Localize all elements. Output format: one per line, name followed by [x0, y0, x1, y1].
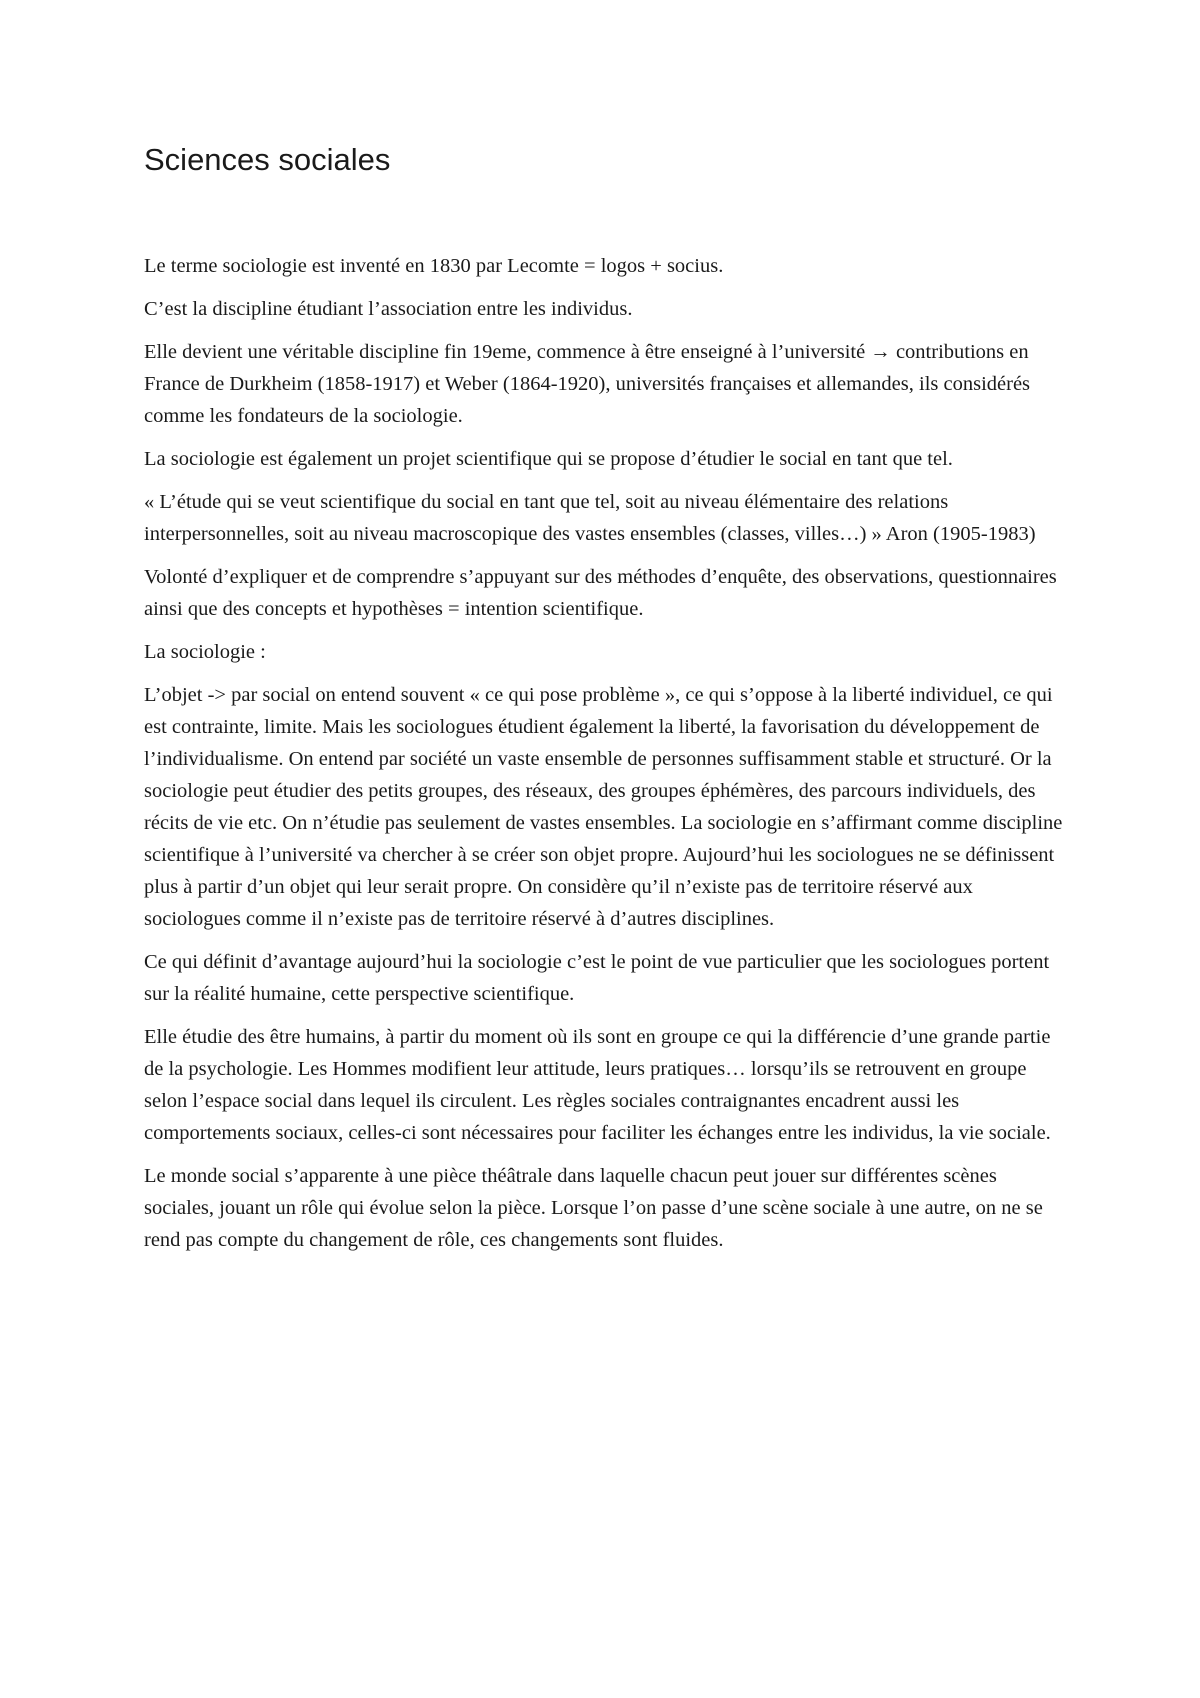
- document-body: [144, 250, 1066, 1267]
- paragraph-groups: Elle étudie des être humains, à partir du moment où ils sont en groupe ce qui la différencie d’une grande partie de la psychologie. Les Hommes modifient leur attitude, leurs pratiques… lorsqu’ils se retrouvent en groupe selon l’espace social dans lequel ils circulent. Les règles sociales contraignantes encadrent aussi les comportements sociaux, celles-ci sont nécessaires pour faciliter les échanges entre les individus, la vie sociale.: [144, 1026, 1051, 1144]
- paragraph-discipline-definition: C’est la discipline étudiant l’association entre les individus.: [144, 298, 633, 320]
- paragraph-point-of-view: Ce qui définit d’avantage aujourd’hui la sociologie c’est le point de vue particulier que les sociologues portent sur la réalité humaine, cette perspective scientifique.: [144, 951, 1050, 1005]
- document-title: Sciences sociales: [144, 142, 391, 177]
- paragraph-theatre-metaphor: Le monde social s’apparente à une pièce théâtrale dans laquelle chacun peut jouer sur différentes scènes sociales, jouant un rôle qui évolue selon la pièce. Lorsque l’on passe d’une scène sociale à une autre, on ne se rend pas compte du changement de rôle, ces changements sont fluides.: [144, 1165, 1043, 1251]
- paragraph-founders: Elle devient une véritable discipline fin 19eme, commence à être enseigné à l’université → contributions en France de Durkheim (1858-1917) et Weber (1864-1920), universités françaises et allemandes, ils considérés comme les fondateurs de la sociologie.: [144, 341, 1031, 427]
- paragraph-scientific-project: La sociologie est également un projet scientifique qui se propose d’étudier le social en tant que tel.: [144, 448, 953, 470]
- paragraph-object: L’objet -> par social on entend souvent « ce qui pose problème », ce qui s’oppose à la liberté individuel, ce qui est contrainte, limite. Mais les sociologues étudient également la liberté, la favorisation du développement de l’individualisme. On entend par société un vaste ensemble de personnes suffisamment stable et structuré. Or la sociologie peut étudier des petits groupes, des réseaux, des groupes éphémères, des parcours individuels, des récits de vie etc. On n’étudie pas seulement de vastes ensembles. La sociologie en s’affirmant comme discipline scientifique à l’université va chercher à se créer son objet propre. Aujourd’hui les sociologues ne se définissent plus à partir d’un objet qui leur serait propre. On considère qu’il n’existe pas de territoire réservé aux sociologues comme il n’existe pas de territoire réservé à d’autres disciplines.: [144, 684, 1063, 930]
- paragraph-methods: Volonté d’expliquer et de comprendre s’appuyant sur des méthodes d’enquête, des observations, questionnaires ainsi que des concepts et hypothèses = intention scientifique.: [144, 566, 1057, 620]
- paragraph-aron-quote: « L’étude qui se veut scientifique du social en tant que tel, soit au niveau élémentaire des relations interpersonnelles, soit au niveau macroscopique des vastes ensembles (classes, villes…) » Aron (1905-1983): [144, 491, 1036, 545]
- paragraph-la-sociologie-heading: La sociologie :: [144, 641, 266, 663]
- paragraph-sociology-origin: Le terme sociologie est inventé en 1830 par Lecomte = logos + socius.: [144, 255, 724, 277]
